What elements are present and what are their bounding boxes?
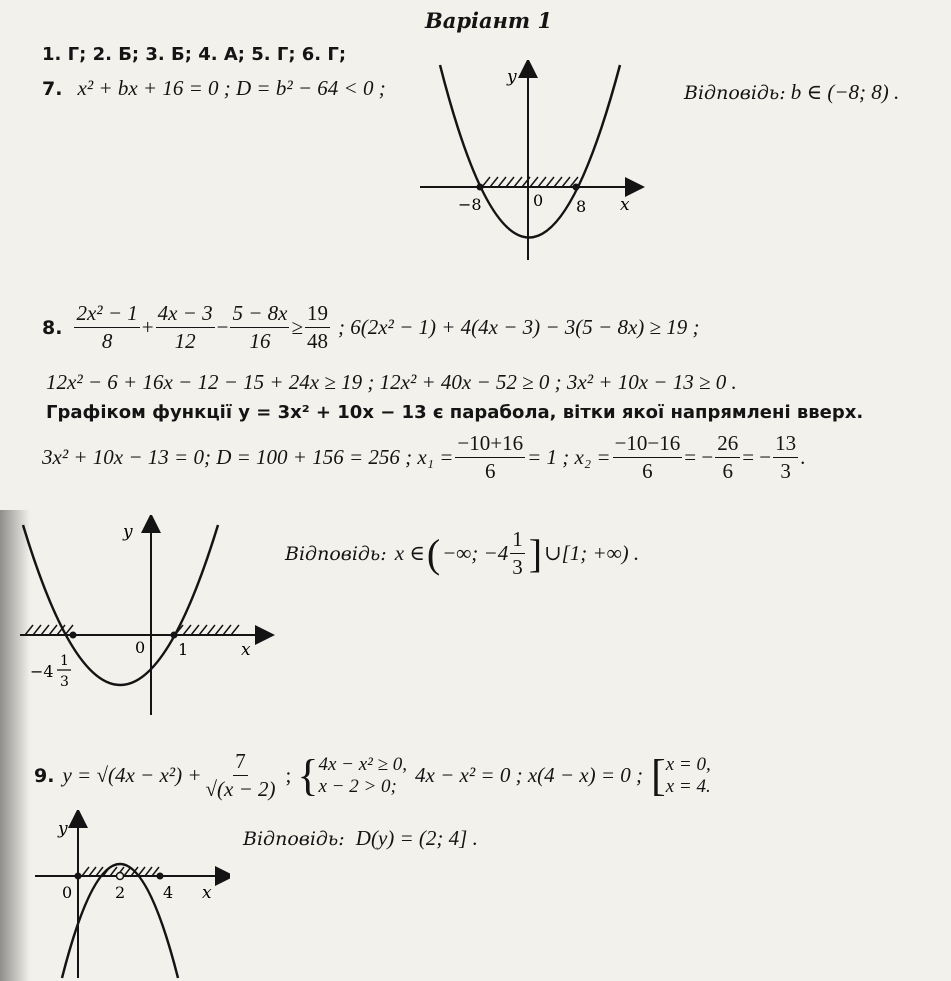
task7-equation: x² + bx + 16 = 0 ; D = b² − 64 < 0 ;: [77, 76, 386, 100]
period: .: [800, 445, 806, 470]
tick-label-minus8: −8: [458, 195, 482, 214]
fraction: $\frac{26}{6}$: [717, 431, 739, 484]
task9-graph: [30, 810, 230, 980]
fraction: $\frac{13}{3}$: [775, 431, 797, 484]
tick-label-minus4: −4: [30, 662, 54, 681]
tick-label-4: 4: [163, 883, 174, 902]
set-bracket: [: [651, 750, 666, 800]
tick-label-2: 2: [115, 883, 126, 902]
equals: = −: [684, 445, 714, 470]
fraction: $\frac{-10-16}{6}$: [614, 431, 681, 484]
x-label: x: [202, 883, 212, 903]
fraction: $\frac{1}{3}$: [512, 527, 523, 580]
hatching-left: [25, 625, 73, 635]
parabola: [23, 525, 218, 685]
root-point-4: [157, 873, 164, 880]
y-label: y: [123, 522, 133, 542]
fraction: $\frac{-10+16}{6}$: [457, 431, 524, 484]
answer-label: Відповідь:: [684, 82, 786, 104]
solution-2: x = 4.: [665, 775, 711, 797]
task7-answer: [684, 80, 899, 105]
bracket-open: (: [426, 530, 441, 576]
parabola: [62, 864, 178, 978]
system-brace: {: [297, 750, 319, 800]
fraction: $\frac{5 - 8x}{16}$: [232, 301, 288, 354]
origin-label: 0: [533, 191, 544, 210]
hatching-right: [175, 625, 239, 635]
solution-1: x = 0,: [665, 753, 711, 775]
system-line-1: 4x − x² ≥ 0,: [318, 753, 408, 775]
task8-answer: [285, 528, 639, 579]
answer-prefix: x ∈: [394, 541, 425, 566]
root-point-right: [171, 632, 178, 639]
hatching: [482, 177, 578, 187]
root-point-left: [70, 632, 77, 639]
answers-1-6: 1. Г; 2. Б; 3. Б; 4. А; 5. Г; 6. Г;: [42, 44, 347, 65]
root-point-left: [477, 184, 484, 191]
task7-graph: [410, 60, 650, 270]
tick-label-frac-num: 1: [60, 653, 69, 669]
fraction: $\frac{7}{√(x - 2)}$: [205, 749, 276, 802]
root-point-0: [75, 873, 82, 880]
task8-graph: [15, 515, 275, 720]
answer-label: Відповідь:: [243, 828, 345, 850]
system-line-2: x − 2 > 0;: [318, 775, 397, 797]
tick-label-frac-den: 3: [60, 674, 69, 690]
task7-line: [42, 76, 386, 101]
task7-number: 7.: [42, 78, 63, 100]
task9-function: y = √(4x − x²) +: [62, 763, 202, 788]
x1-result: = 1 ; x₂ =: [527, 445, 611, 470]
task8-expanded: ; 6(2x² − 1) + 4(4x − 3) − 3(5 − 8x) ≥ 19 ;: [337, 315, 700, 340]
fraction: $\frac{19}{48}$: [306, 301, 328, 354]
fraction: $\frac{4x - 3}{12}$: [157, 301, 213, 354]
task9-line: 9. y = √(4x − x²) + $\frac{7}{√(x - 2)}$ ; { 4x − x² ≥ 0, x − 2 > 0; 4x − x² = 0 ; x(4 − x) = 0 ; [ x = 0, x = 4.: [34, 749, 711, 802]
task8-line4: [42, 432, 805, 483]
answer-interval: −∞; −4: [442, 541, 509, 566]
answer-label: Відповідь:: [285, 542, 387, 565]
task8-line1: 8. $\frac{\text{2x² − 1}}{8}$ + $\frac{4x - 3}{12}$ − $\frac{5 - 8x}{16}$ ≥ $\frac{19}{48}$ ; 6(2x² − 1) + 4(4x − 3) − 3(5 − 8x) ≥ 19 ;: [42, 301, 700, 354]
answer-value: D(y) = (2; 4] .: [355, 826, 478, 850]
root-point-right: [573, 184, 580, 191]
task8-line2: 12x² − 6 + 16x − 12 − 15 + 24x ≥ 19 ; 12x² + 40x − 52 ≥ 0 ; 3x² + 10x − 13 ≥ 0 .: [46, 370, 737, 394]
system: [318, 754, 407, 798]
x-label: x: [241, 640, 251, 660]
task9-number: 9.: [34, 764, 55, 787]
equals: = −: [742, 445, 772, 470]
y-label: y: [58, 819, 68, 839]
task8-line3: Графіком функції y = 3x² + 10x − 13 є парабола, вітки якої напрямлені вверх.: [46, 402, 864, 423]
origin-label: 0: [62, 883, 73, 902]
answer-suffix: ∪[1; +∞) .: [544, 541, 640, 566]
page-title: Варіант 1: [425, 8, 553, 33]
solution-set: [666, 754, 711, 798]
y-label: y: [507, 67, 517, 87]
task8-number: 8.: [42, 316, 63, 339]
tick-label-1: 1: [178, 640, 189, 659]
origin-label: 0: [135, 638, 146, 657]
fraction: $\frac{\text{2x² − 1}}{8}$: [76, 301, 138, 354]
task9-equation: 4x − x² = 0 ; x(4 − x) = 0 ;: [415, 763, 644, 788]
discriminant-text: 3x² + 10x − 13 = 0; D = 100 + 156 = 256 ; x₁ =: [42, 445, 454, 470]
answer-value: b ∈ (−8; 8) .: [790, 80, 900, 104]
bracket-close: ]: [528, 530, 543, 576]
tick-label-8: 8: [576, 197, 587, 216]
task9-answer: [243, 826, 478, 851]
x-label: x: [620, 195, 630, 215]
open-point-2: [117, 873, 124, 880]
